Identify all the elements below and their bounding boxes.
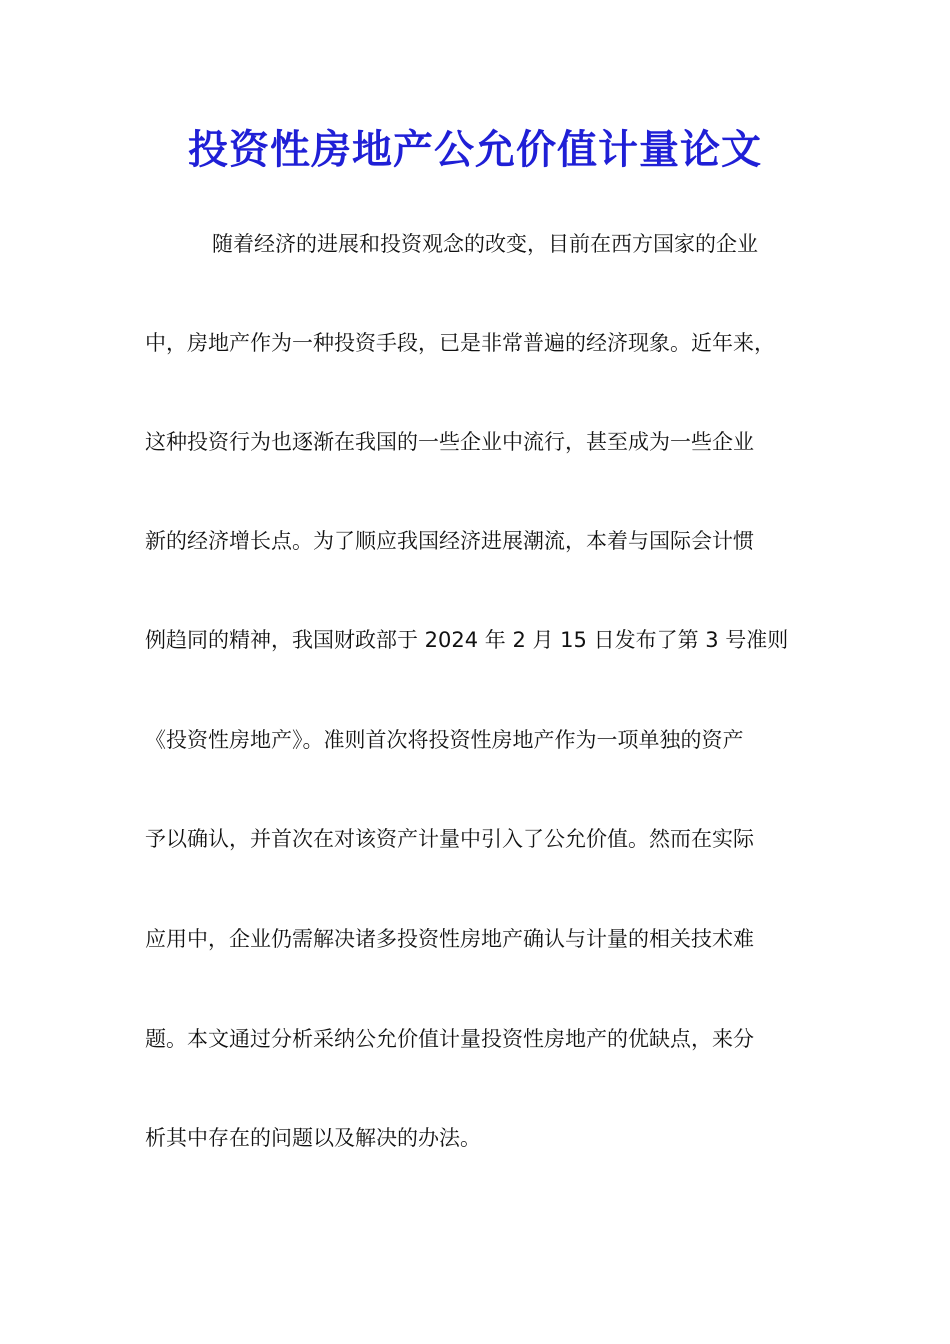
paragraph-line: 予以确认，并首次在对该资产计量中引入了公允价值。然而在实际 bbox=[145, 827, 754, 851]
paragraph-line: 析其中存在的问题以及解决的办法。 bbox=[145, 1126, 481, 1150]
paragraph-line: 《投资性房地产》。准则首次将投资性房地产作为一项单独的资产 bbox=[145, 728, 744, 752]
paragraph-line: 新的经济增长点。为了顺应我国经济进展潮流，本着与国际会计惯 bbox=[145, 529, 754, 553]
paragraph-line: 随着经济的进展和投资观念的改变，目前在西方国家的企业 bbox=[212, 232, 758, 256]
paragraph-line: 这种投资行为也逐渐在我国的一些企业中流行，甚至成为一些企业 bbox=[145, 430, 754, 454]
paragraph-line: 例趋同的精神，我国财政部于 2024 年 2 月 15 日发布了第 3 号准则 bbox=[145, 628, 789, 652]
paragraph-line: 应用中，企业仍需解决诸多投资性房地产确认与计量的相关技术难 bbox=[145, 927, 754, 951]
paragraph-line: 题。本文通过分析采纳公允价值计量投资性房地产的优缺点，来分 bbox=[145, 1027, 754, 1051]
document-title: 投资性房地产公允价值计量论文 bbox=[188, 126, 762, 173]
paragraph-line: 中，房地产作为一种投资手段，已是非常普遍的经济现象。近年来， bbox=[145, 331, 775, 355]
